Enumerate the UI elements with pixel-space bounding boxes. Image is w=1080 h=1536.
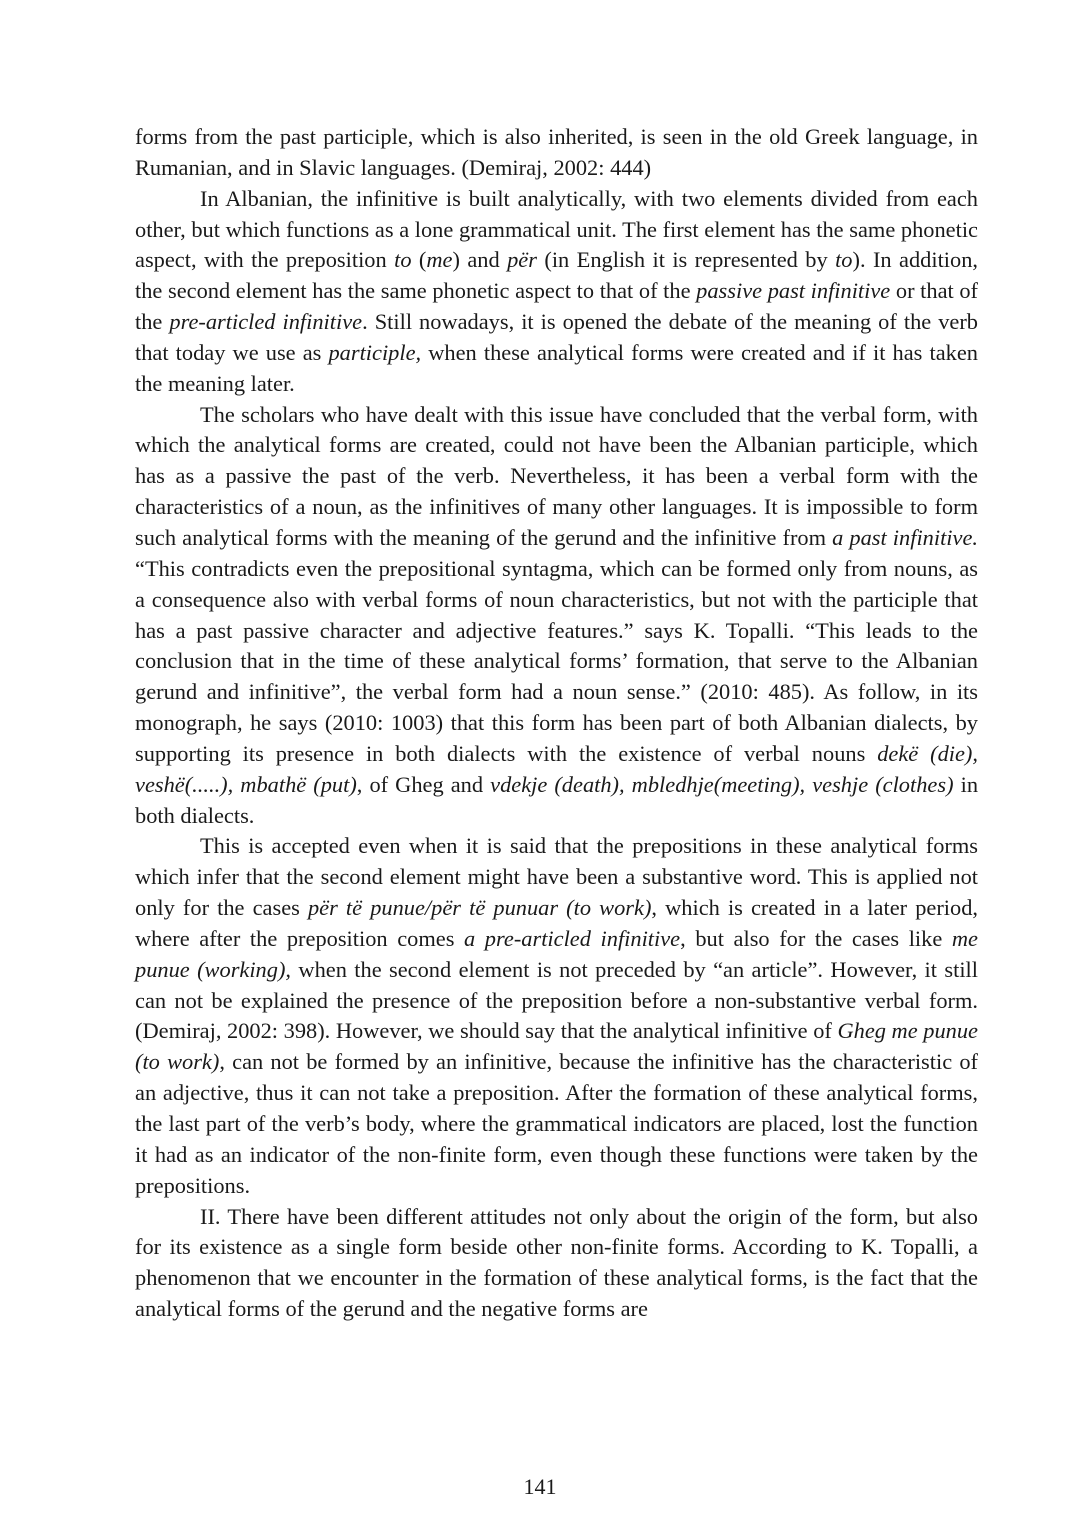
italic-text: me punue (working), (135, 925, 978, 982)
text-run: forms from the past participle, which is also inherited, is seen in the old Greek language, in Rumanian, and in Slavic languages. (Demiraj, 2002: 444) (135, 124, 978, 180)
text-column (135, 122, 978, 1325)
text-run: when these analytical forms were created and if it has taken the meaning later. (135, 339, 978, 396)
text-run: In Albanian, the infinitive is built analytically, with two elements divided from each other, but which functions as a lone grammatical unit. The first element has the same phonetic aspect, with the preposition (135, 185, 978, 273)
paragraph (135, 1202, 978, 1325)
italic-text: to (394, 247, 412, 273)
paragraph (135, 184, 978, 400)
text-run: (in English it is represented by (536, 247, 836, 273)
italic-text: vdekje (death), mbledhje(meeting), veshje (clothes) (490, 771, 954, 797)
text-run: . Still nowadays, it is opened the debate of the meaning of the verb that today we use as (135, 309, 978, 365)
text-run: in both dialects. (135, 771, 979, 828)
italic-text: pre-articled infinitive (169, 309, 363, 335)
italic-text: Gheg me punue (to work) (135, 1018, 978, 1075)
text-run: or that of the (135, 278, 979, 335)
text-run: II. There have been different attitudes not only about the origin of the form, but also for its existence as a single form beside other non-finite forms. According to K. Topalli, a phenomenon that we encounter in the formation of these analytical forms, is the fact that the analytical forms of the gerund and the negative forms are (135, 1203, 978, 1322)
italic-text: për (507, 247, 537, 273)
text-run: “This contradicts even the prepositional syntagma, which can be formed only from nouns, as a consequence also with verbal forms of noun characteristics, but not with the participle that has a past passive character and adjective features.” says K. Topalli. “This leads to the conclusion that in the time of these analytical forms’ formation, that serve to the Albanian gerund and infinitive”, the verbal form had a noun sense.” (2010: 485). As follow, in its monograph, he says (2010: 1003) that this form has been part of both Albanian dialects, by supporting its presence in both dialects with the existence of verbal nouns (135, 555, 978, 766)
italic-text: a pre-articled infinitive (464, 925, 681, 951)
text-run: , but also for the cases like (680, 925, 952, 951)
italic-text: passive past infinitive (696, 278, 891, 304)
paragraph (135, 122, 978, 184)
italic-text: participle, (328, 339, 422, 365)
text-run: ( (411, 247, 427, 273)
text-run: This is accepted even when it is said that the prepositions in these analytical forms which infer that the second element might have been a substantive word. This is applied not only for the cases (135, 833, 978, 921)
italic-text: a past infinitive. (832, 524, 979, 550)
page-number: 141 (523, 1474, 557, 1499)
paragraph (135, 400, 978, 832)
page-body (135, 122, 978, 1325)
text-run: ). In addition, the second element has the same phonetic aspect to that of the (135, 247, 979, 304)
text-run: , can not be formed by an infinitive, because the infinitive has the characteristic of an adjective, thus it can not take a preposition. After the formation of these analytical forms, the last part of the verb’s body, where the grammatical indicators are placed, lost the function it had as an indicator of the non-finite form, even though these functions were taken by the prepositions. (135, 1049, 978, 1198)
text-run: , of Gheg and (356, 771, 491, 797)
paragraph (135, 831, 978, 1201)
text-run: The scholars who have dealt with this issue have concluded that the verbal form, with which the analytical forms are created, could not have been the Albanian participle, which has as a passive the past of the verb. Nevertheless, it has been a verbal form with the characteristics of a noun, as the infinitives of many other languages. It is impossible to form such analytical forms with the meaning of the gerund and the infinitive from (135, 401, 978, 550)
text-run: ) and (452, 247, 508, 273)
italic-text: me (426, 247, 453, 273)
text-run: , which is created in a later period, where after the preposition comes (135, 895, 978, 951)
italic-text: to (835, 247, 853, 273)
text-run: when the second element is not preceded by “an article”. However, it still can not be explained the presence of the preposition before a non-substantive verbal form. (Demiraj, 2002: 398). However, we should say that the analytical infinitive of (135, 956, 978, 1044)
italic-text: për të punue/për të punuar (to work) (307, 895, 652, 921)
italic-text: dekë (die), veshë(.....), mbathë (put) (135, 740, 978, 797)
